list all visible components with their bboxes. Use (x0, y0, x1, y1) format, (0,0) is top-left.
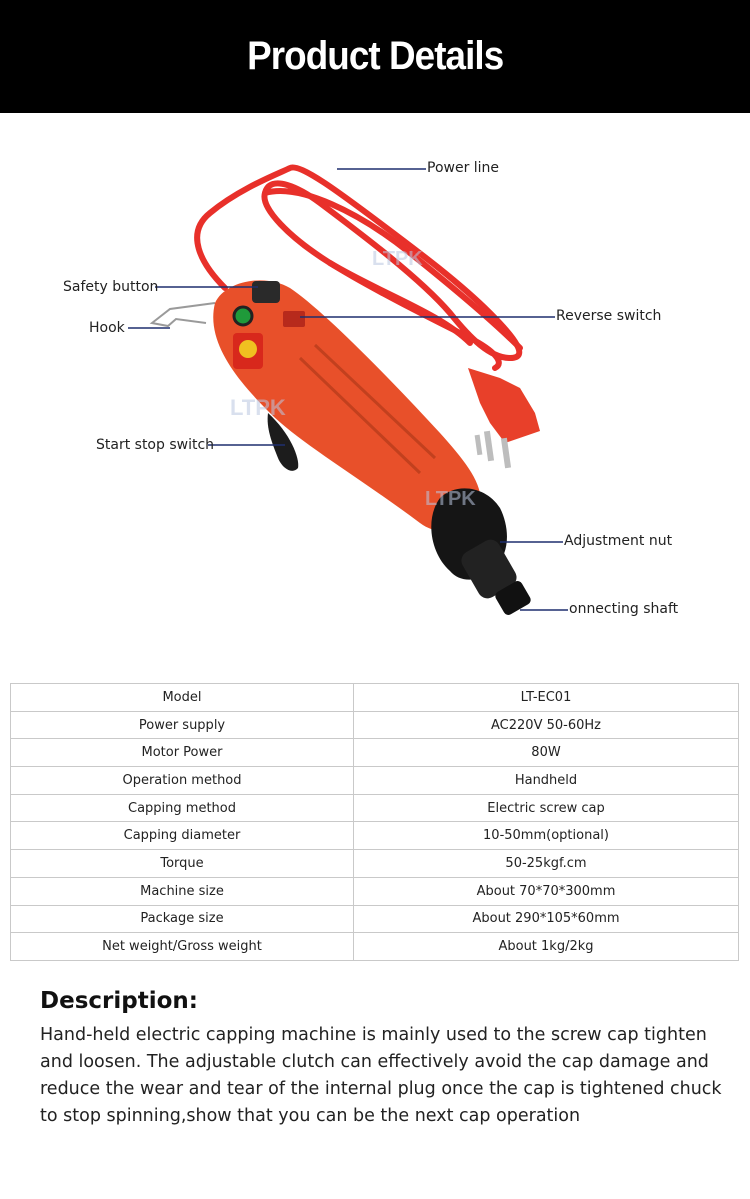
table-row (11, 684, 739, 712)
page-header (0, 0, 750, 113)
spec-key: Net weight/Gross weight (11, 933, 354, 961)
table-row (11, 822, 739, 850)
description-title: Description: (40, 988, 198, 1014)
spec-value: Handheld (354, 767, 739, 795)
watermark: LTPK (425, 488, 476, 510)
callout-hook: Hook (89, 320, 125, 336)
callout-adjustment-nut: Adjustment nut (564, 533, 673, 549)
callout-reverse-switch: Reverse switch (556, 308, 662, 324)
spec-key: Machine size (11, 877, 354, 905)
spec-value: AC220V 50-60Hz (354, 711, 739, 739)
watermark: LTPK (230, 395, 286, 420)
spec-value: About 1kg/2kg (354, 933, 739, 961)
capping-tool-illustration (0, 113, 750, 673)
spec-key: Power supply (11, 711, 354, 739)
hook-wire (152, 303, 215, 326)
description-body: Hand-held electric capping machine is mainly used to the screw cap tighten and loosen. The adjustable clutch can effectively avoid the cap damage and reduce the wear and tear of the internal plug once the cap is tightened chuck to stop spinning,show that you can be the next cap operation (40, 1025, 722, 1126)
spec-value: 10-50mm(optional) (354, 822, 739, 850)
table-row (11, 877, 739, 905)
spec-value: 50-25kgf.cm (354, 850, 739, 878)
spec-value: Electric screw cap (354, 794, 739, 822)
watermark: LTPK (372, 248, 423, 270)
spec-key: Operation method (11, 767, 354, 795)
callout-safety-button: Safety button (63, 279, 159, 295)
spec-key: Capping method (11, 794, 354, 822)
spec-key: Model (11, 684, 354, 712)
spec-value: About 70*70*300mm (354, 877, 739, 905)
table-row (11, 767, 739, 795)
table-row (11, 794, 739, 822)
table-row (11, 711, 739, 739)
table-row (11, 739, 739, 767)
spec-value: About 290*105*60mm (354, 905, 739, 933)
spec-value: 80W (354, 739, 739, 767)
callout-power-line: Power line (427, 160, 500, 176)
plug (468, 368, 540, 468)
product-figure (0, 113, 750, 673)
callout-start-stop-switch: Start stop switch (96, 437, 215, 453)
table-row (11, 905, 739, 933)
page-title: Product Details (246, 34, 504, 78)
spec-key: Torque (11, 850, 354, 878)
spec-table (10, 683, 739, 961)
spec-key: Motor Power (11, 739, 354, 767)
spec-value: LT-EC01 (354, 684, 739, 712)
table-row (11, 933, 739, 961)
spec-key: Capping diameter (11, 822, 354, 850)
spec-key: Package size (11, 905, 354, 933)
callout-connecting-shaft: onnecting shaft (569, 601, 679, 617)
table-row (11, 850, 739, 878)
